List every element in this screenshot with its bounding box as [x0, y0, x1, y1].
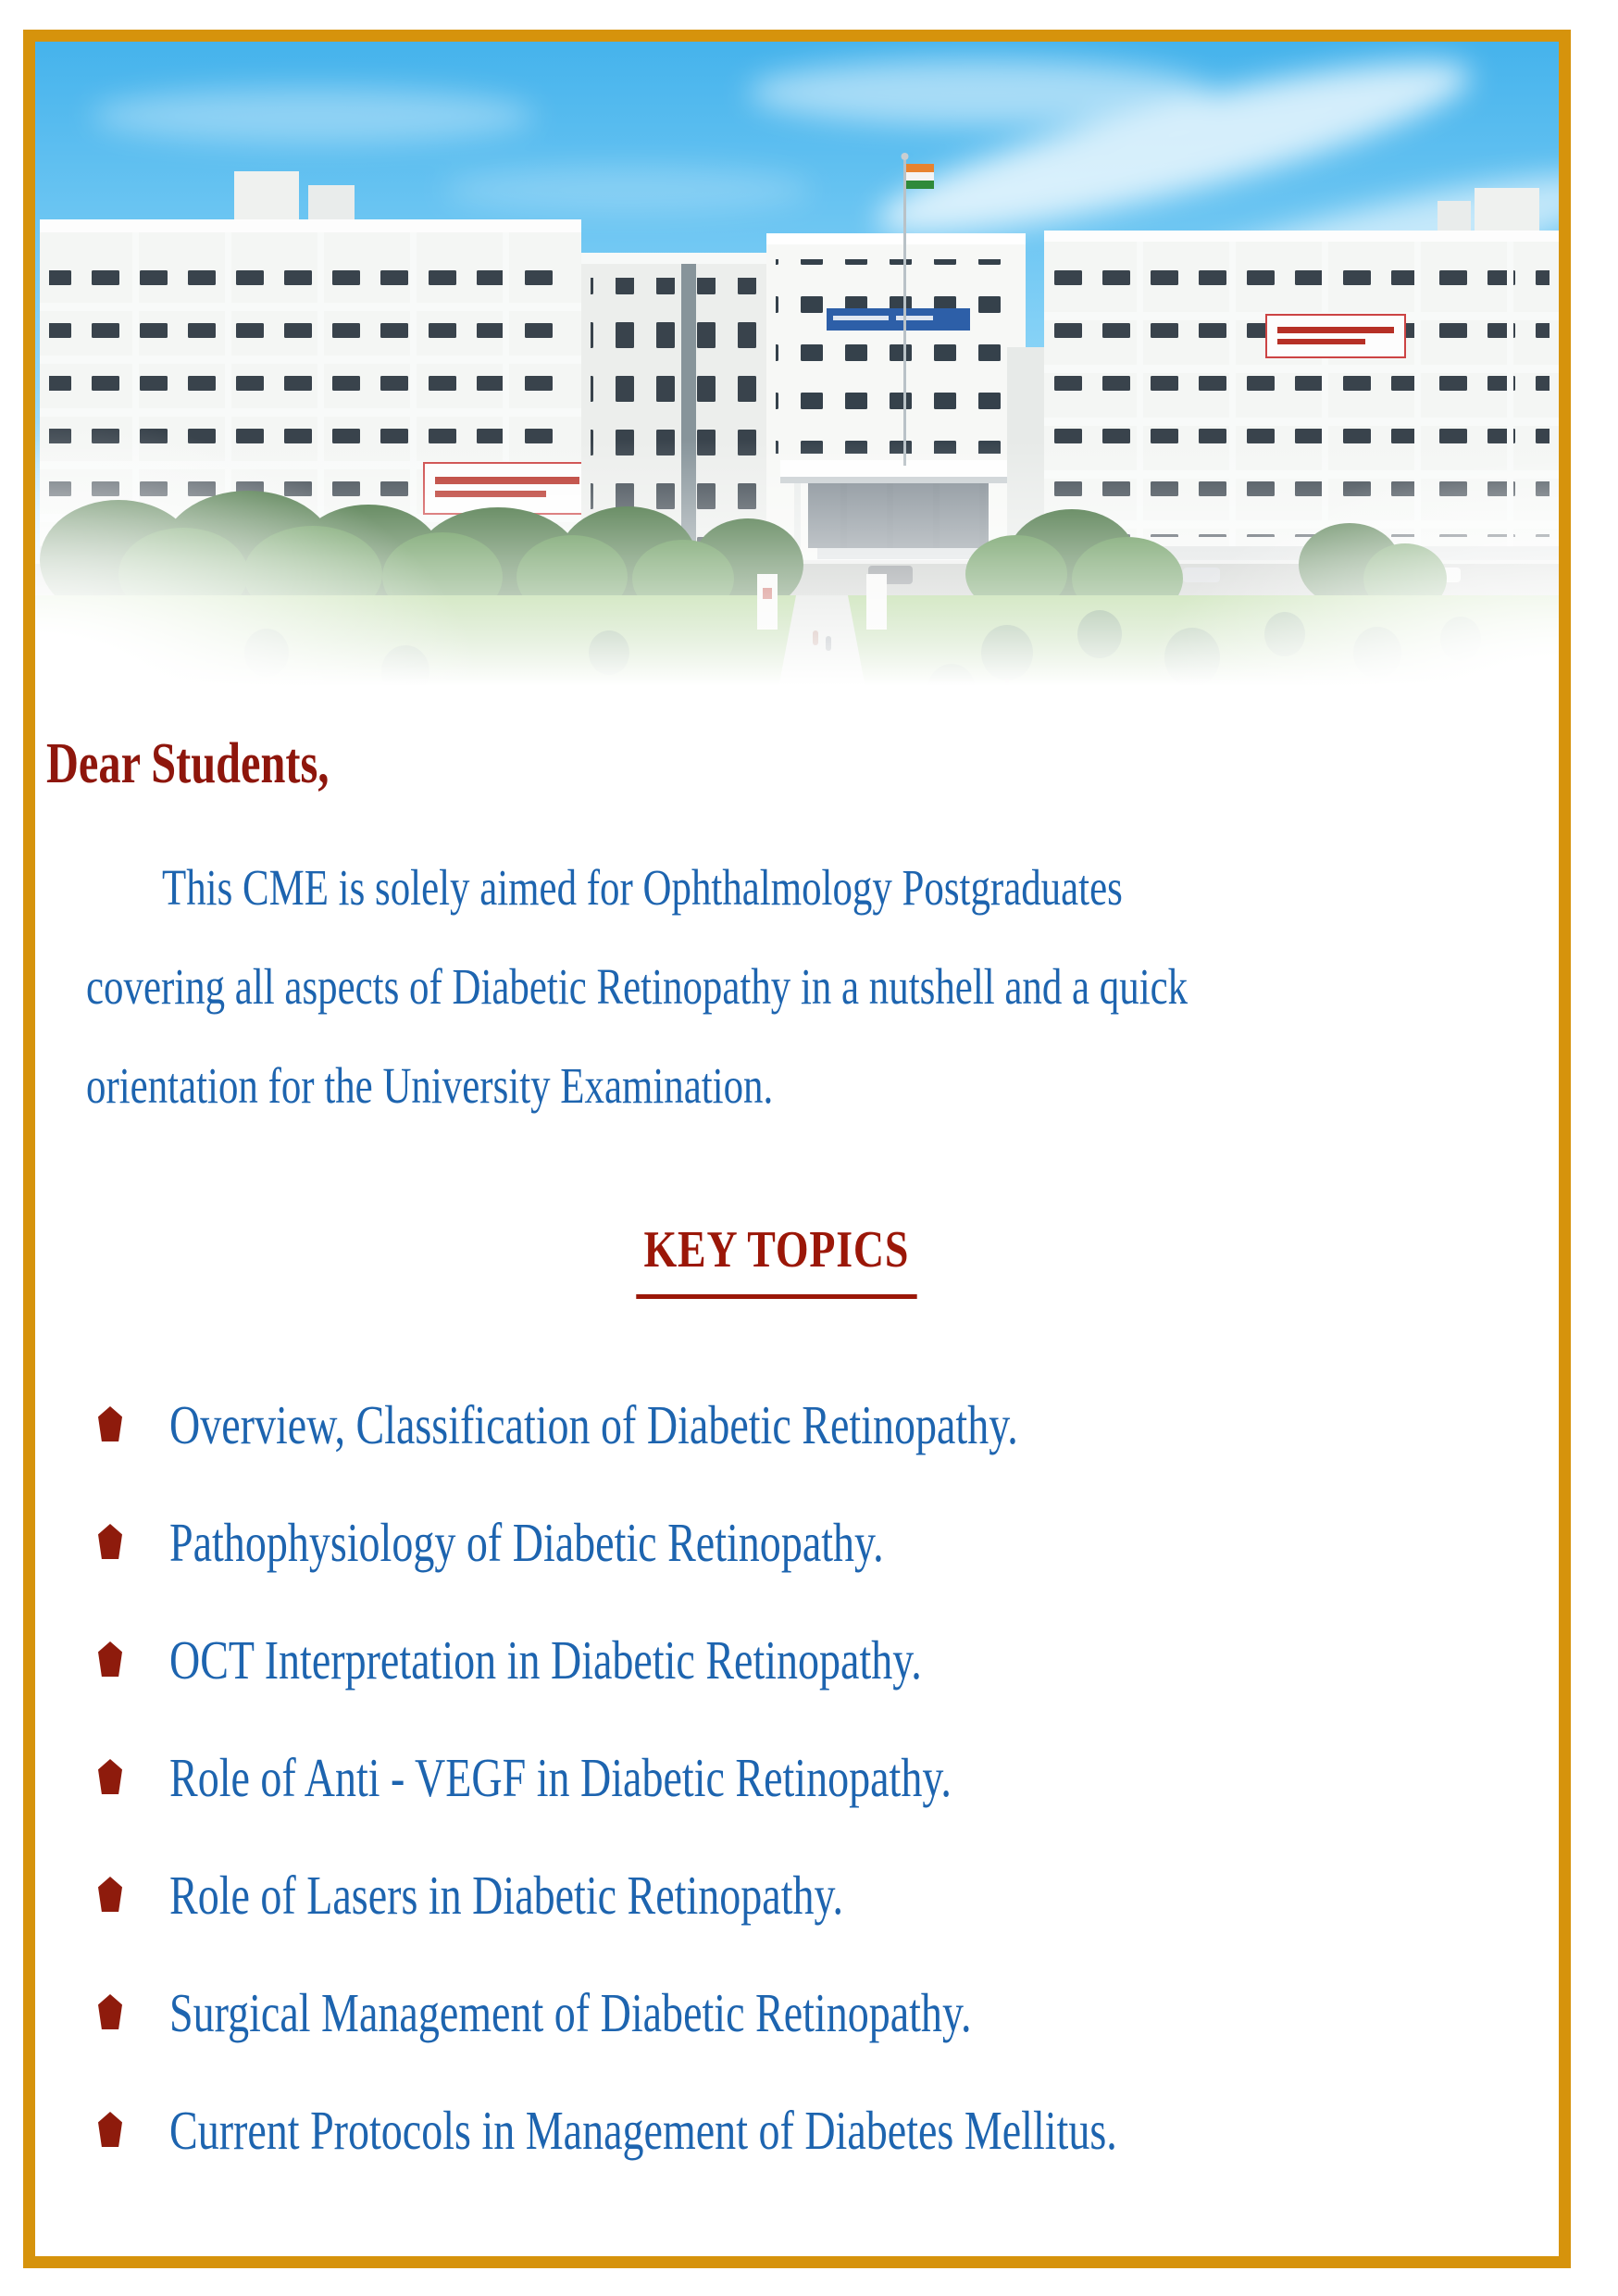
pentagon-bullet-icon [98, 1406, 122, 1441]
campus-photo [35, 42, 1559, 727]
topic-text: Role of Anti - VEGF in Diabetic Retinopathy. [169, 1747, 952, 1809]
intro-line-1: This CME is solely aimed for Ophthalmology Postgraduates [162, 859, 1123, 917]
topic-item [35, 1954, 1559, 2072]
intro-paragraph [86, 838, 1559, 1135]
topic-text: OCT Interpretation in Diabetic Retinopathy. [169, 1629, 922, 1691]
campus-photo-illustration [35, 42, 1559, 727]
pentagon-bullet-icon [98, 2112, 122, 2147]
topic-text: Role of Lasers in Diabetic Retinopathy. [169, 1865, 844, 1927]
key-topics-heading-row [35, 1220, 1559, 1299]
intro-line-2: covering all aspects of Diabetic Retinopathy in a nutshell and a quick [86, 958, 1189, 1016]
pentagon-bullet-icon [98, 1877, 122, 1912]
key-topics-heading: KEY TOPICS [636, 1220, 916, 1299]
topic-text: Surgical Management of Diabetic Retinopathy. [169, 1982, 972, 2044]
pentagon-bullet-icon [98, 1994, 122, 2029]
greeting-text [46, 734, 1559, 794]
gold-frame [23, 30, 1571, 2268]
key-topics-list [35, 1366, 1559, 2190]
topic-item [35, 1366, 1559, 1484]
topic-item [35, 1484, 1559, 1602]
pentagon-bullet-icon [98, 1524, 122, 1559]
topic-item [35, 1837, 1559, 1954]
topic-item [35, 1719, 1559, 1837]
pentagon-bullet-icon [98, 1759, 122, 1794]
topic-text: Pathophysiology of Diabetic Retinopathy. [169, 1512, 884, 1574]
topic-text: Current Protocols in Management of Diabetes Mellitus. [169, 2100, 1117, 2162]
intro-line-3: orientation for the University Examination. [86, 1057, 774, 1115]
topic-item [35, 1602, 1559, 1719]
greeting-label: Dear Students, [46, 732, 330, 795]
topic-item [35, 2072, 1559, 2190]
topic-text: Overview, Classification of Diabetic Retinopathy. [169, 1394, 1018, 1456]
pentagon-bullet-icon [98, 1641, 122, 1677]
